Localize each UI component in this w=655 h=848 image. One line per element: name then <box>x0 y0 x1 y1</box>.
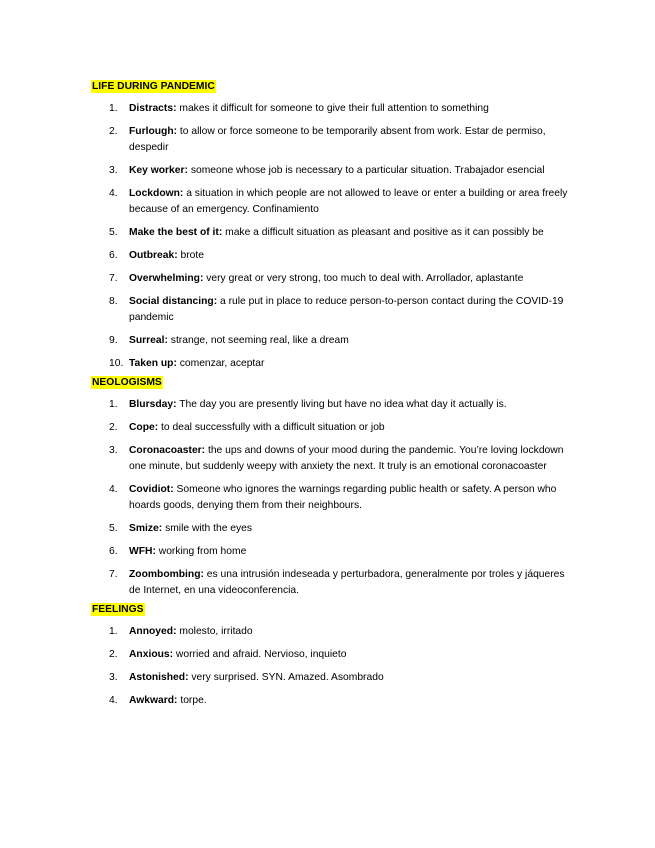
item-definition: torpe. <box>177 695 207 706</box>
item-definition: a situation in which people are not allowed to leave or enter a building or area freely because of an emergency. Confinamiento <box>129 188 568 215</box>
item-number: 1. <box>109 103 118 114</box>
vocab-list <box>91 101 571 372</box>
vocab-list <box>91 397 571 599</box>
list-item <box>91 271 571 287</box>
list-item <box>91 521 571 537</box>
item-term: Surreal: <box>129 335 168 346</box>
item-term: Covidiot: <box>129 484 174 495</box>
item-term: Social distancing: <box>129 296 218 307</box>
document-content <box>91 76 571 709</box>
item-number: 2. <box>109 126 118 137</box>
item-definition: someone whose job is necessary to a particular situation. Trabajador esencial <box>187 165 545 176</box>
list-item <box>91 333 571 349</box>
item-number: 6. <box>109 546 118 557</box>
list-item <box>91 248 571 264</box>
item-term: Astonished: <box>129 672 189 683</box>
item-definition: the ups and downs of your mood during the pandemic. You’re loving lockdown one minute, but suddenly weepy with anxiety the next. It truly is an emotional coronacoaster <box>129 445 564 472</box>
item-definition: very surprised. SYN. Amazed. Asombrado <box>188 672 384 683</box>
list-item <box>91 163 571 179</box>
item-number: 5. <box>109 523 118 534</box>
item-definition: makes it difficult for someone to give their full attention to something <box>176 103 489 114</box>
item-term: Taken up: <box>129 358 177 369</box>
item-number: 7. <box>109 273 118 284</box>
item-term: Zoombombing: <box>129 569 204 580</box>
section-heading: NEOLOGISMS <box>92 377 162 388</box>
item-term: Cope: <box>129 422 159 433</box>
item-term: Furlough: <box>129 126 178 137</box>
item-number: 5. <box>109 227 118 238</box>
item-number: 4. <box>109 484 118 495</box>
list-item <box>91 397 571 413</box>
list-item <box>91 356 571 372</box>
list-item <box>91 567 571 599</box>
item-number: 1. <box>109 399 118 410</box>
list-item <box>91 101 571 117</box>
section-feelings <box>91 599 571 709</box>
list-item <box>91 124 571 156</box>
item-term: WFH: <box>129 546 156 557</box>
item-term: Distracts: <box>129 103 177 114</box>
list-item <box>91 670 571 686</box>
item-number: 4. <box>109 695 118 706</box>
item-definition: The day you are presently living but have no idea what day it actually is. <box>176 399 507 410</box>
item-term: Anxious: <box>129 649 174 660</box>
item-definition: strange, not seeming real, like a dream <box>167 335 349 346</box>
item-definition: smile with the eyes <box>162 523 253 534</box>
list-item <box>91 225 571 241</box>
item-definition: to deal successfully with a difficult situation or job <box>158 422 385 433</box>
list-item <box>91 420 571 436</box>
item-definition: make a difficult situation as pleasant and positive as it can possibly be <box>222 227 544 238</box>
item-definition: a rule put in place to reduce person-to-person contact during the COVID-19 pandemic <box>129 296 564 323</box>
section-heading: LIFE DURING PANDEMIC <box>92 81 215 92</box>
item-definition: to allow or force someone to be temporarily absent from work. Estar de permiso, despedir <box>129 126 546 153</box>
list-item <box>91 186 571 218</box>
item-number: 9. <box>109 335 118 346</box>
item-number: 3. <box>109 165 118 176</box>
item-term: Blursday: <box>129 399 177 410</box>
item-definition: molesto, irritado <box>176 626 253 637</box>
item-number: 1. <box>109 626 118 637</box>
item-definition: working from home <box>155 546 247 557</box>
item-term: Key worker: <box>129 165 188 176</box>
item-definition: worried and afraid. Nervioso, inquieto <box>173 649 347 660</box>
item-term: Annoyed: <box>129 626 177 637</box>
list-item <box>91 294 571 326</box>
item-number: 10. <box>109 358 124 369</box>
item-term: Outbreak: <box>129 250 178 261</box>
item-number: 8. <box>109 296 118 307</box>
item-number: 2. <box>109 422 118 433</box>
list-item <box>91 443 571 475</box>
item-number: 4. <box>109 188 118 199</box>
item-number: 3. <box>109 672 118 683</box>
item-number: 6. <box>109 250 118 261</box>
section-life-during-pandemic <box>91 76 571 372</box>
item-definition: es una intrusión indeseada y perturbadora, generalmente por troles y jáqueres de Internet, en una videoconferencia. <box>129 569 565 596</box>
item-term: Lockdown: <box>129 188 184 199</box>
item-number: 3. <box>109 445 118 456</box>
list-item <box>91 482 571 514</box>
section-heading: FEELINGS <box>92 604 144 615</box>
section-neologisms <box>91 372 571 599</box>
list-item <box>91 647 571 663</box>
item-definition: very great or very strong, too much to deal with. Arrollador, aplastante <box>203 273 524 284</box>
item-term: Make the best of it: <box>129 227 223 238</box>
item-definition: Someone who ignores the warnings regarding public health or safety. A person who hoards goods, denying them from their neighbours. <box>129 484 557 511</box>
item-definition: comenzar, aceptar <box>176 358 265 369</box>
item-definition: brote <box>177 250 204 261</box>
list-item <box>91 624 571 640</box>
list-item <box>91 544 571 560</box>
list-item <box>91 693 571 709</box>
item-term: Coronacoaster: <box>129 445 206 456</box>
vocab-list <box>91 624 571 709</box>
item-term: Smize: <box>129 523 163 534</box>
item-number: 7. <box>109 569 118 580</box>
item-term: Awkward: <box>129 695 178 706</box>
item-number: 2. <box>109 649 118 660</box>
item-term: Overwhelming: <box>129 273 204 284</box>
